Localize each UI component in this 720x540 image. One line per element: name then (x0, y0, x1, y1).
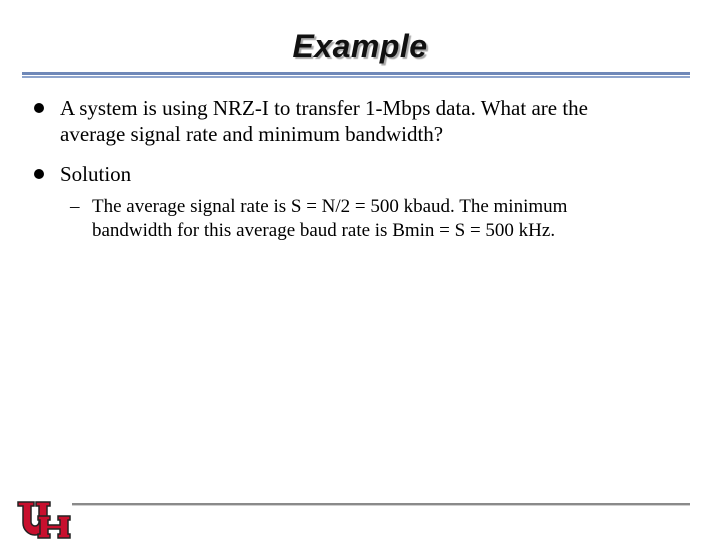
bullet-text-line: Solution (60, 162, 132, 186)
bullet-text-line: average signal rate and minimum bandwidth? (60, 122, 444, 146)
bullet-dot (34, 103, 44, 113)
slide-title: Example (292, 28, 428, 64)
sub-bullet-text-line: The average signal rate is S = N/2 = 500 kbaud. The minimum (92, 196, 568, 217)
uh-logo-icon (16, 500, 74, 540)
sub-bullet-dash: – (70, 196, 80, 217)
bullet-dot (34, 169, 44, 179)
sub-bullet-text-line: bandwidth for this average baud rate is Bmin = S = 500 kHz. (92, 220, 556, 241)
bullet-text-line: A system is using NRZ-I to transfer 1-Mbps data. What are the (60, 96, 589, 120)
footer-rule-shadow (72, 505, 690, 506)
